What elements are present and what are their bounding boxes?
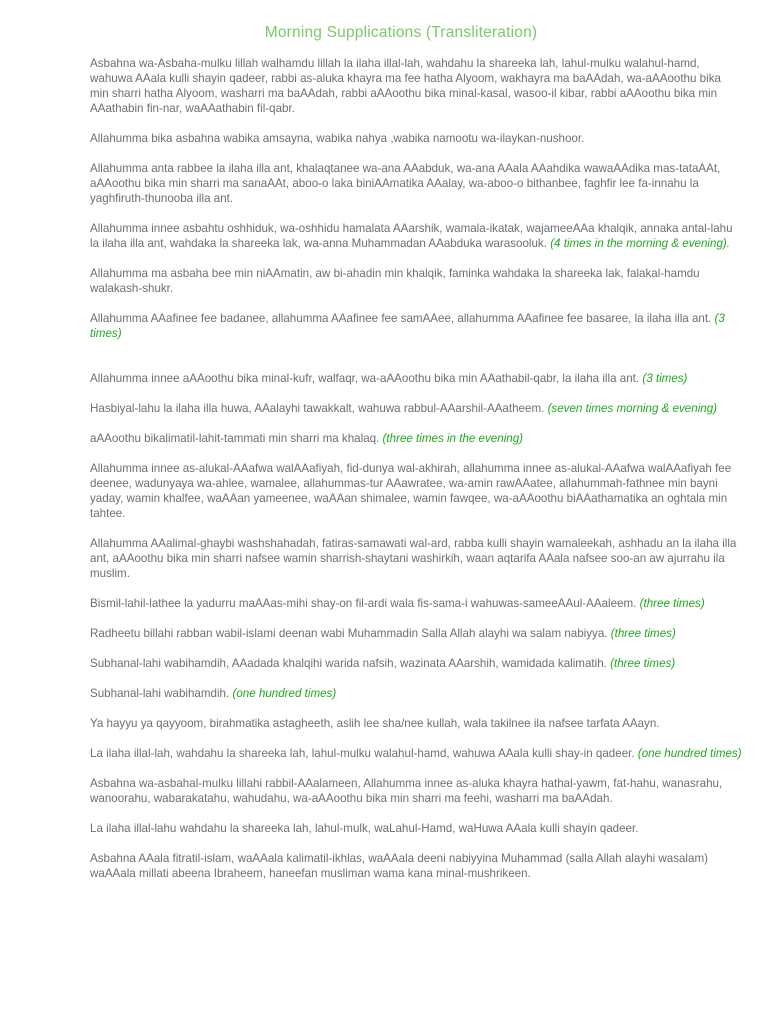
supplication-paragraph <box>90 716 742 731</box>
supplication-paragraph <box>90 776 742 806</box>
supplication-paragraph <box>90 746 742 761</box>
supplication-text: Allahumma innee asbahtu oshhiduk, wa-oshhidu hamalata AAarshik, wamala-ikatak, wajameeAAa khalqik, annaka antal-lahu la ilaha illa ant, wahdaka la shareeka lak, wa-anna Muhammadan AAabduka warasooluk. <box>90 222 733 250</box>
supplication-text: Bismil-lahil-lathee la yadurru maAAas-mihi shay-on fil-ardi wala fis-sama-i wahuwas-sameeAAul-AAaleem. <box>90 597 637 610</box>
repetition-note: (3 times) <box>90 312 725 340</box>
supplication-text: La ilaha illal-lahu wahdahu la shareeka lah, lahul-mulk, waLahul-Hamd, waHuwa AAala kulli shayin qadeer. <box>90 822 639 835</box>
supplication-paragraph <box>90 626 742 641</box>
repetition-note: (three times) <box>639 597 705 610</box>
supplication-text: Ya hayyu ya qayyoom, birahmatika astagheeth, aslih lee sha/nee kullah, wala takilnee ila nafsee tarfata AAayn. <box>90 717 660 730</box>
supplication-paragraph <box>90 656 742 671</box>
supplication-paragraph <box>90 221 742 251</box>
repetition-note: (three times in the evening) <box>382 432 524 445</box>
page-title: Morning Supplications (Transliteration) <box>264 24 538 41</box>
supplication-paragraph <box>90 461 742 521</box>
repetition-note: (one hundred times) <box>637 747 742 760</box>
supplication-paragraph <box>90 311 742 341</box>
supplication-paragraph <box>90 131 742 146</box>
supplication-text: Allahumma bika asbahna wabika amsayna, wabika nahya ,wabika namootu wa-ilaykan-nushoor. <box>90 132 585 145</box>
supplication-text: Allahumma innee aAAoothu bika minal-kufr, walfaqr, wa-aAAoothu bika min AAathabil-qabr, la ilaha illa ant. <box>90 372 640 385</box>
supplication-paragraph <box>90 401 742 416</box>
supplication-text: Subhanal-lahi wabihamdih. <box>90 687 230 700</box>
supplication-text: La ilaha illal-lah, wahdahu la shareeka lah, lahul-mulku walahul-hamd, wahuwa AAala kulli shay-in qadeer. <box>90 747 635 760</box>
supplication-paragraph <box>90 536 742 581</box>
supplication-text: Subhanal-lahi wabihamdih, AAadada khalqihi warida nafsih, wazinata AAarshih, wamidada kalimatih. <box>90 657 607 670</box>
supplication-text: Allahumma ma asbaha bee min niAAmatin, aw bi-ahadin min khalqik, faminka wahdaka la shareeka lak, falakal-hamdu walakash-shukr. <box>90 267 700 295</box>
supplication-paragraph <box>90 851 742 881</box>
supplication-text: Allahumma anta rabbee la ilaha illa ant, khalaqtanee wa-ana AAabduk, wa-ana AAala AAahdika wawaAAdika mas-tataAAt, aAAoothu bika min sharri ma sanaAAt, aboo-o laka biniAAmatika AAalay, wa-aboo-o bithanbee, faghfir lee fa-innahu la yaghfiruth-thunooba illa ant. <box>90 162 721 205</box>
repetition-note: (seven times morning & evening) <box>547 402 718 415</box>
repetition-note: (one hundred times) <box>232 687 337 700</box>
supplication-text: Radheetu billahi rabban wabil-islami deenan wabi Muhammadin Salla Allah alayhi wa salam nabiyya. <box>90 627 608 640</box>
repetition-note: (3 times) <box>642 372 688 385</box>
supplication-paragraph <box>90 161 742 206</box>
supplication-paragraph <box>90 821 742 836</box>
supplications-list <box>90 56 742 896</box>
supplication-text: Asbahna wa-Asbaha-mulku lillah walhamdu lillah la ilaha illal-lah, wahdahu la shareeka lah, lahul-mulku walahul-hamd, wahuwa AAala kulli shayin qadeer, rabbi as-aluka khayra ma fee hatha Alyoom, wakhayra ma baAAdah, wa-aAAoothu bika min sharri hatha Alyoom, washarri ma baAAdah, rabbi aAAoothu bika minal-kasal, wasoo-il kibar, rabbi aAAoothu bika min AAathabin fin-nar, waAAathabin fil-qabr. <box>90 57 721 115</box>
supplication-paragraph <box>90 431 742 446</box>
supplication-text: Allahumma AAafinee fee badanee, allahumma AAafinee fee samAAee, allahumma AAafinee fee basaree, la ilaha illa ant. <box>90 312 712 325</box>
supplication-text: Allahumma innee as-alukal-AAafwa walAAafiyah, fid-dunya wal-akhirah, allahumma innee as-alukal-AAafwa walAAafiyah fee deenee, wadunyaya wa-ahlee, wamalee, allahummas-tur AAawratee, wa-amin rawAAatee, allahummah-fathnee min bayni yaday, wamin khalfee, waAAan yameenee, waAAan shimalee, wamin fawqee, wa-aAAoothu biAAathamatika an oghtala min tahtee. <box>90 462 732 520</box>
supplication-paragraph <box>90 596 742 611</box>
repetition-note: (4 times in the morning & evening). <box>550 237 730 250</box>
repetition-note: (three times) <box>610 657 676 670</box>
supplication-paragraph <box>90 686 742 701</box>
supplication-paragraph <box>90 56 742 116</box>
repetition-note: (three times) <box>610 627 676 640</box>
supplication-text: Asbahna AAala fitratil-islam, waAAala kalimatil-ikhlas, waAAala deeni nabiyyina Muhammad (salla Allah alayhi wasalam) waAAala millati abeena Ibraheem, haneefan musliman wama kana minal-mushrikeen. <box>90 852 708 880</box>
supplication-paragraph <box>90 371 742 386</box>
supplication-text: aAAoothu bikalimatil-lahit-tammati min sharri ma khalaq. <box>90 432 380 445</box>
supplication-text: Allahumma AAalimal-ghaybi washshahadah, fatiras-samawati wal-ard, rabba kulli shayin wamaleekah, ashhadu an la ilaha illa ant, aAAoothu bika min sharri nafsee wamin sharrish-shaytani washirkih, waan aqtarifa AAala nafsee soo-an aw ajurrahu ila muslim. <box>90 537 737 580</box>
supplication-text: Asbahna wa-asbahal-mulku lillahi rabbil-AAalameen, Allahumma innee as-aluka khayra hathal-yawm, fat-hahu, wanasrahu, wanoorahu, wabarakatahu, wahudahu, wa-aAAoothu bika min sharri ma feehi, washarri ma baAAdah. <box>90 777 723 805</box>
supplication-text: Hasbiyal-lahu la ilaha illa huwa, AAalayhi tawakkalt, wahuwa rabbul-AAarshil-AAatheem. <box>90 402 545 415</box>
supplication-paragraph <box>90 266 742 296</box>
